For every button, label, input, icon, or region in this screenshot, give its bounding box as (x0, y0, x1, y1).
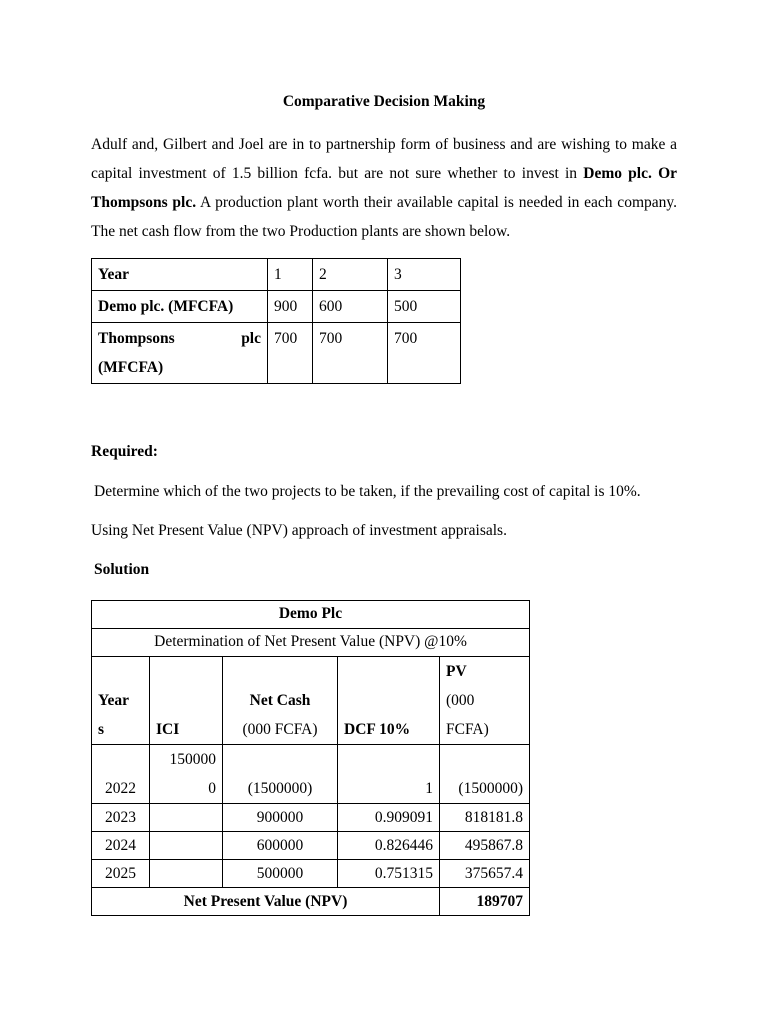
cell-net-cash: 900000 (223, 804, 338, 832)
label-line (98, 324, 261, 353)
header-line: (000 (446, 692, 475, 709)
table-cell: 700 (388, 323, 461, 384)
header-line: Net Cash (249, 692, 311, 709)
cell-ici (150, 832, 223, 860)
cell-ici (150, 745, 223, 804)
determine-text: Determine which of the two projects to be taken, if the prevailing cost of capital is 10%. (94, 483, 641, 500)
label-part: Thompsons (98, 330, 175, 347)
cell-pv: 818181.8 (440, 804, 530, 832)
cell-year: 2024 (92, 832, 150, 860)
solution-heading: Solution (94, 561, 150, 578)
npv-table-subtitle: Determination of Net Present Value (NPV) @10% (92, 629, 530, 657)
table-cell: 500 (388, 291, 461, 323)
table-header-cell: Year (92, 259, 268, 291)
cell-dcf: 0.826446 (338, 832, 440, 860)
header-line: s (98, 721, 105, 738)
npv-total-value: 189707 (440, 888, 530, 916)
table-header-cell: 3 (388, 259, 461, 291)
table-row (92, 291, 461, 323)
cell-pv: 495867.8 (440, 832, 530, 860)
table-row (92, 259, 461, 291)
table-row (92, 832, 530, 860)
header-line: FCFA) (446, 721, 489, 738)
intro-bold-companies: Demo plc. Or Thompsons plc. (91, 165, 677, 211)
table-header-cell: 2 (313, 259, 388, 291)
cashflow-table (91, 258, 461, 384)
cell-pv: (1500000) (440, 745, 530, 804)
cell-year: 2022 (92, 745, 150, 804)
header-line: Year (98, 692, 129, 709)
table-row (92, 888, 530, 916)
intro-text-1: Adulf and, Gilbert and Joel are in to partnership form of business and are wishing to make a capital investment of 1.5 billion fcfa. but are not sure whether to invest in (91, 136, 677, 182)
cell-year: 2023 (92, 804, 150, 832)
table-header-cell: 1 (268, 259, 313, 291)
label-line: (MFCFA) (98, 359, 164, 376)
label-part: plc (241, 330, 261, 347)
header-ici: ICI (150, 657, 223, 745)
header-years (92, 657, 150, 745)
table-row (92, 804, 530, 832)
intro-text-2: A production plant worth their available capital is needed in each company. The net cash flow from the two Production plants are shown below. (91, 194, 677, 240)
table-row (92, 629, 530, 657)
npv-table-title: Demo Plc (92, 601, 530, 629)
cell-line: 0 (208, 780, 216, 797)
npv-total-label: Net Present Value (NPV) (92, 888, 440, 916)
table-cell: 600 (313, 291, 388, 323)
table-cell: 900 (268, 291, 313, 323)
cell-dcf: 0.751315 (338, 860, 440, 888)
required-heading: Required: (91, 443, 158, 460)
cell-year: 2025 (92, 860, 150, 888)
table-row (92, 657, 530, 745)
table-cell: 700 (268, 323, 313, 384)
header-dcf: DCF 10% (338, 657, 440, 745)
table-row (92, 745, 530, 804)
header-line: PV (446, 663, 467, 680)
intro-paragraph (91, 130, 677, 246)
cell-pv: 375657.4 (440, 860, 530, 888)
document-title: Comparative Decision Making (282, 93, 486, 110)
cell-ici (150, 860, 223, 888)
table-cell-label (92, 323, 268, 384)
cell-net-cash: 500000 (223, 860, 338, 888)
cell-line: 150000 (169, 751, 216, 768)
cell-dcf: 1 (338, 745, 440, 804)
cell-ici (150, 804, 223, 832)
table-cell-label: Demo plc. (MFCFA) (92, 291, 268, 323)
cell-net-cash: 600000 (223, 832, 338, 860)
header-net-cash (223, 657, 338, 745)
cell-dcf: 0.909091 (338, 804, 440, 832)
table-row (92, 860, 530, 888)
npv-approach-text: Using Net Present Value (NPV) approach of investment appraisals. (91, 522, 507, 539)
cell-net-cash: (1500000) (223, 745, 338, 804)
header-line: (000 FCFA) (242, 721, 318, 738)
table-cell: 700 (313, 323, 388, 384)
table-row (92, 601, 530, 629)
header-pv (440, 657, 530, 745)
npv-table (91, 600, 530, 916)
table-row (92, 323, 461, 384)
